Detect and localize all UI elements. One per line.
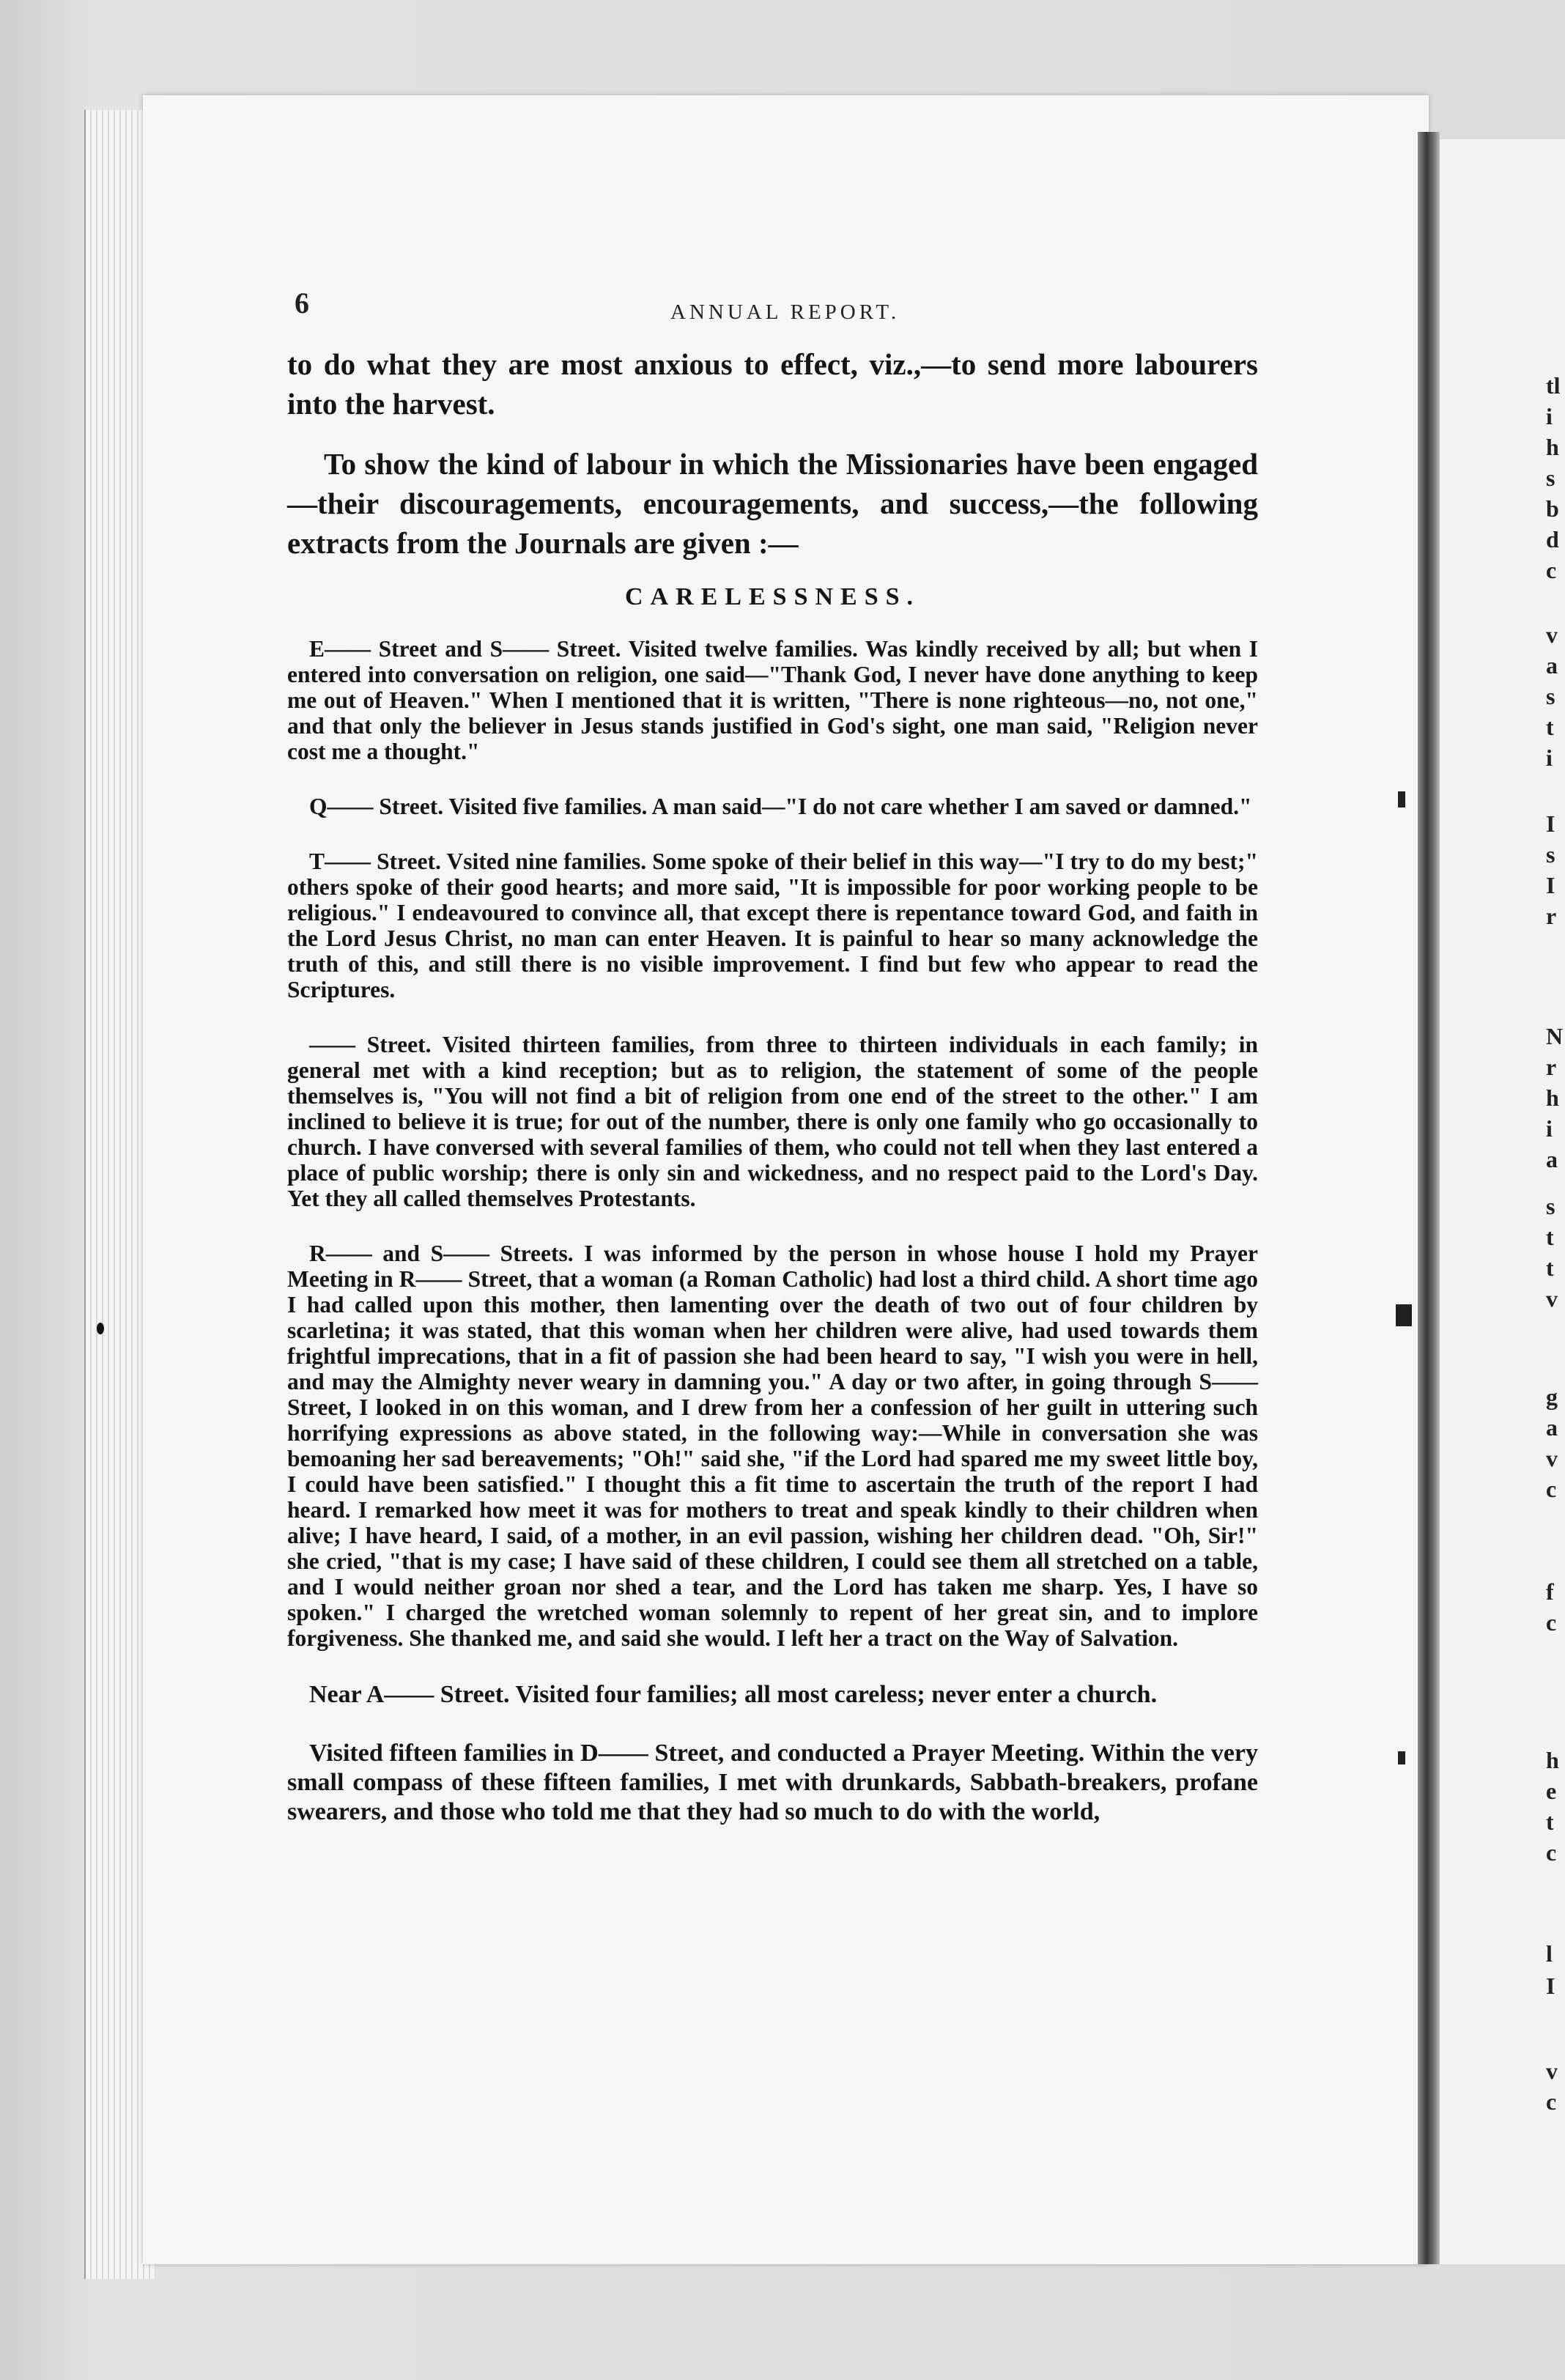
facing-fragment: s (1546, 1193, 1555, 1219)
facing-fragment: a (1546, 652, 1558, 679)
facing-fragment: i (1546, 403, 1553, 429)
facing-fragment: c (1546, 1839, 1557, 1866)
facing-fragment: s (1546, 841, 1555, 868)
facing-fragment: t (1546, 1808, 1554, 1835)
facing-fragment: l (1546, 1940, 1553, 1967)
facing-fragment: v (1546, 621, 1558, 648)
facing-fragment: h (1546, 434, 1559, 460)
journal-entry: R—— and S—— Streets. I was informed by the person in whose house I hold my Prayer Meeting in R—— Street, that a woman (a Roman Catholic) had lost a third child. A short time ago I had called upon this mother, then lamenting over the death of two out of four children by scarletina; it was stated, that this woman when her children were alive, had used towards them frightful imprecations, that in a fit of passion she had been heard to say, "I wish you were in hell, and may the Almighty never weary in damning you." A day or two after, in going through S—— Street, I looked in on this woman, and I drew from her a confession of her guilt in uttering such horrifying expressions as above stated, in the following way:—While in conversation she was bemoaning her sad bereavements; "Oh!" said she, "if the Lord had spared me my sweet little boy, I could have been satisfied." I thought this a fit time to ascertain the truth of the report I had heard. I remarked how meet it was for mothers to treat and speak kindly to their children when alive; I have heard, I said, of a mother, in an evil passion, wishing her children dead. "Oh, Sir!" she cried, "that is my case; I have said of these children, I could see them all stretched on a table, and I would neither groan nor shed a tear, and the Lord has taken me sharp. Yes, I have so spoken." I charged the wretched woman solemnly to repent of her great sin, and to implore forgiveness. She thanked me, and said she would. I left her a tract on the Way of Salvation. (287, 1241, 1258, 1651)
facing-fragment: i (1546, 744, 1553, 771)
facing-fragment: v (1546, 1285, 1558, 1312)
facing-fragment: b (1546, 495, 1559, 522)
facing-fragment: d (1546, 526, 1559, 552)
facing-fragment: s (1546, 465, 1555, 491)
facing-fragment: h (1546, 1084, 1559, 1111)
journal-entry: —— Street. Visited thirteen families, from three to thirteen individuals in each family; in general met with a kind reception; but as to religion, the statement of some of the people themselves is, "You will not find a bit of religion from one end of the street to the other." I am inclined to believe it is true; for out of the number, there is only one family who go occasionally to church. I have conversed with several families of them, who could not tell when they last entered a place of public worship; there is only sin and wickedness, and no respect paid to the Lord's Day. Yet they all called themselves Protestants. (287, 1032, 1258, 1211)
facing-fragment: I (1546, 872, 1555, 898)
facing-fragment: r (1546, 903, 1557, 929)
facing-fragment: f (1546, 1578, 1554, 1605)
journal-entry: T—— Street. Vsited nine families. Some spoke of their belief in this way—"I try to do my best;" others spoke of their good hearts; and more said, "It is impossible for poor working people to be religious." I endeavoured to convince all, that except there is repentance toward God, and faith in the Lord Jesus Christ, no man can enter Heaven. It is painful to hear so many acknowledge the truth of this, and still there is no visible improvement. I find but few who appear to read the Scriptures. (287, 849, 1258, 1002)
facing-fragment: v (1546, 2058, 1558, 2084)
facing-page (1440, 139, 1565, 2264)
facing-fragment: c (1546, 1609, 1557, 1636)
facing-fragment: s (1546, 683, 1555, 709)
section-heading: CARELESSNESS. (624, 583, 921, 610)
facing-fragment: h (1546, 1747, 1559, 1773)
facing-fragment: I (1546, 810, 1555, 837)
facing-fragment: t (1546, 1224, 1554, 1250)
facing-fragment: v (1546, 1445, 1558, 1471)
journal-entry: Q—— Street. Visited five families. A man said—"I do not care whether I am saved or damned." (309, 794, 1252, 819)
page-mark (1398, 791, 1405, 808)
facing-fragment: a (1546, 1146, 1558, 1172)
facing-fragment: c (1546, 557, 1557, 583)
facing-fragment: g (1546, 1383, 1558, 1410)
facing-fragment: tl (1546, 372, 1561, 399)
facing-fragment: r (1546, 1054, 1557, 1080)
facing-fragment: I (1546, 1973, 1555, 1999)
page-body (287, 344, 1258, 1856)
margin-mark (97, 1323, 104, 1334)
facing-fragment: c (1546, 1476, 1557, 1502)
intro-paragraph: to do what they are most anxious to effect, viz.,—to send more labourers into the harvest. (287, 347, 1258, 421)
facing-fragment: t (1546, 714, 1554, 740)
running-head: ANNUAL REPORT. (670, 300, 900, 324)
facing-fragment: t (1546, 1254, 1554, 1281)
facing-fragment: N (1546, 1023, 1564, 1049)
journal-entry: E—— Street and S—— Street. Visited twelve families. Was kindly received by all; but when I entered into conversation on religion, one said—"Thank God, I never have done anything to keep me out of Heaven." When I mentioned that it is written, "There is none righteous—no, not one," and that only the believer in Jesus stands justified in God's sight, one man said, "Religion never cost me a thought." (287, 636, 1258, 764)
page-number: 6 (295, 287, 309, 319)
facing-fragment: i (1546, 1115, 1553, 1142)
journal-entry: Visited fifteen families in D—— Street, and conducted a Prayer Meeting. Within the very small compass of these fifteen families, I met with drunkards, Sabbath-breakers, profane swearers, and those who told me that they had so much to do with the world, (287, 1740, 1258, 1825)
facing-fragment: c (1546, 2088, 1557, 2115)
journal-entry: Near A—— Street. Visited four families; all most careless; never enter a church. (309, 1681, 1158, 1708)
page-mark (1396, 1304, 1412, 1326)
book-gutter (1418, 132, 1440, 2264)
facing-fragment: a (1546, 1414, 1558, 1441)
page-mark (1398, 1751, 1405, 1764)
facing-fragment: e (1546, 1778, 1557, 1804)
intro-paragraph: To show the kind of labour in which the Missionaries have been engaged—their discouragements, encouragements, and success,—the following extracts from the Journals are given :— (287, 447, 1258, 560)
